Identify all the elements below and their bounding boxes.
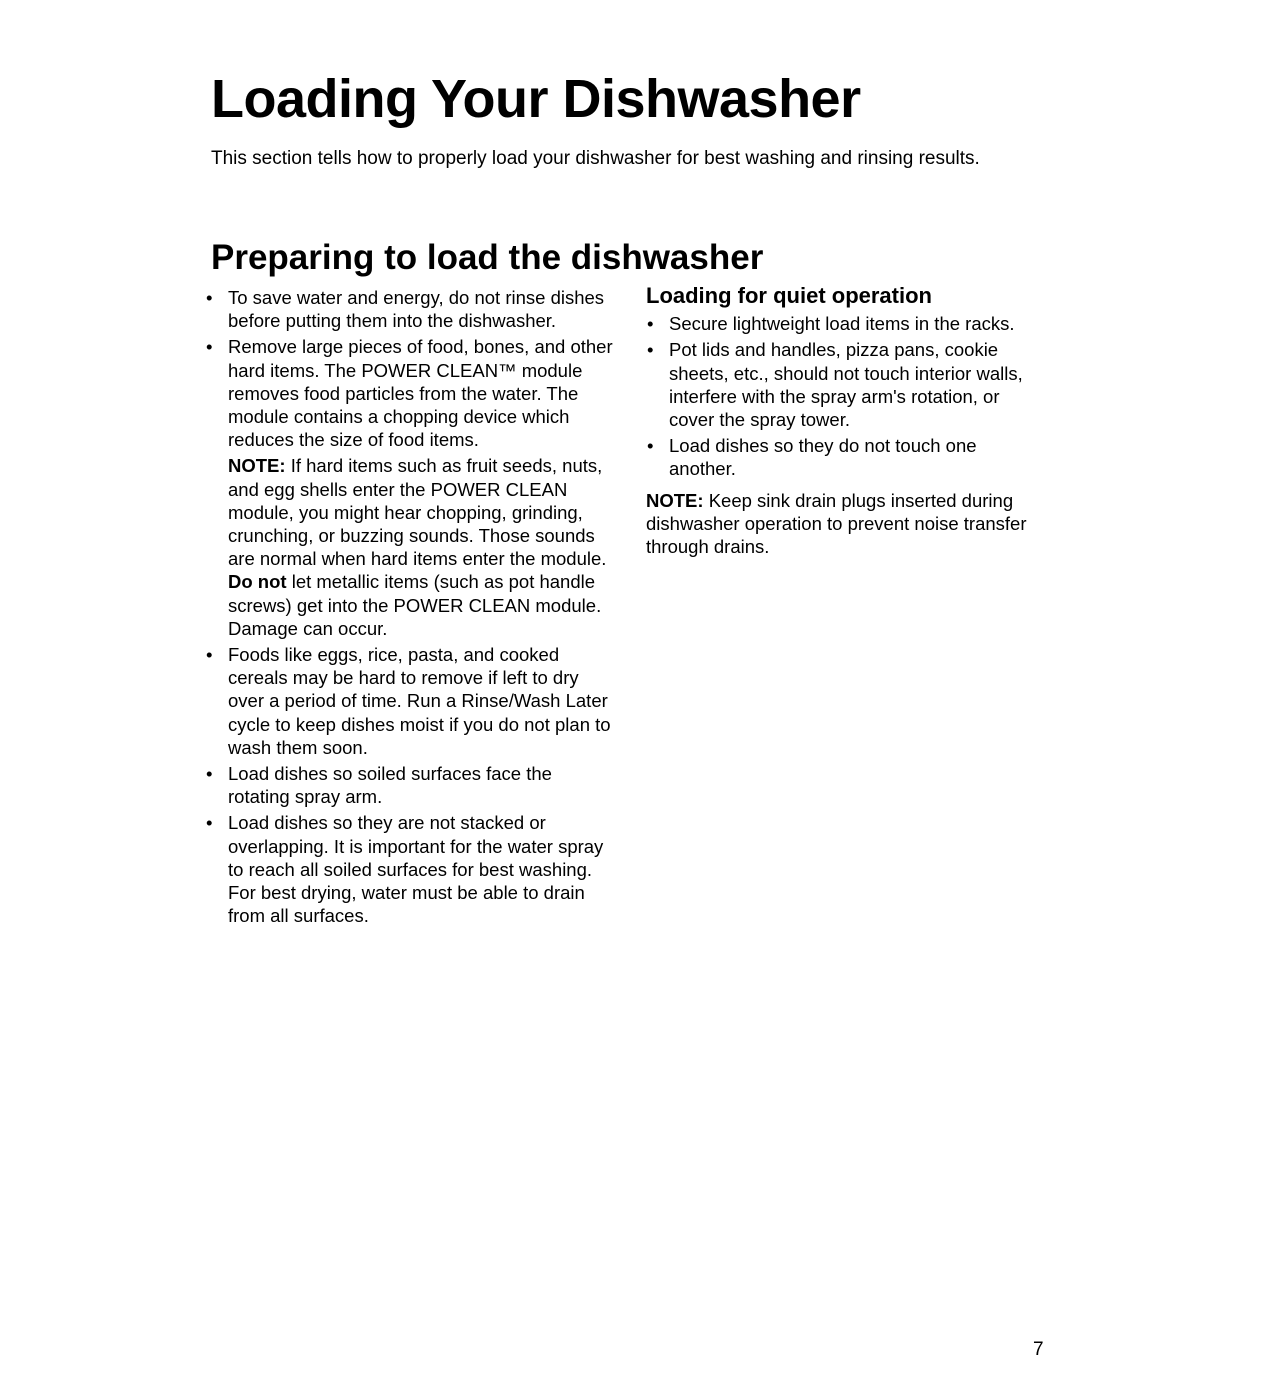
quiet-operation-heading: Loading for quiet operation — [646, 283, 932, 308]
note-emphasis: Do not — [228, 571, 287, 593]
list-item — [646, 434, 1046, 480]
intro-text: This section tells how to properly load your dishwasher for best washing and rinsing results. — [211, 148, 980, 169]
power-clean-note — [228, 454, 617, 640]
note-label: NOTE: — [228, 455, 286, 477]
bullet-icon: • — [206, 763, 213, 785]
list-item — [205, 811, 617, 927]
preparing-list — [205, 286, 617, 451]
list-item-text: Pot lids and handles, pizza pans, cookie sheets, etc., should not touch interior walls, interfere with the spray arm's rotation, or cover the spray tower. — [669, 339, 1023, 431]
list-item — [205, 762, 617, 808]
quiet-operation-list — [646, 312, 1046, 480]
bullet-icon: • — [206, 644, 213, 666]
left-column — [205, 286, 617, 930]
bullet-icon: • — [647, 313, 654, 335]
bullet-icon: • — [206, 812, 213, 834]
bullet-icon: • — [206, 287, 213, 308]
note-text: Keep sink drain plugs inserted during dishwasher operation to prevent noise transfer through drains. — [646, 489, 1027, 558]
list-item — [646, 338, 1046, 431]
preparing-list-continued — [205, 643, 617, 927]
bullet-icon: • — [206, 336, 213, 358]
list-item-text: Load dishes so they are not stacked or overlapping. It is important for the water spray to reach all soiled surfaces for best washing. For best drying, water must be able to drain from all surfaces. — [228, 812, 604, 927]
list-item-text: Foods like eggs, rice, pasta, and cooked cereals may be hard to remove if left to dry over a period of time. Run a Rinse/Wash Later cycle to keep dishes moist if you do not plan to wash them soon. — [228, 644, 611, 758]
list-item-text: Remove large pieces of food, bones, and other hard items. The POWER CLEAN™ module removes food particles from the water. The module contains a chopping device which reduces the size of food items. — [228, 336, 613, 451]
page-number: 7 — [1033, 1339, 1044, 1360]
note-text: let metallic items (such as pot handle screws) get into the POWER CLEAN module. Damage can occur. — [228, 571, 602, 639]
bullet-icon: • — [647, 435, 654, 457]
drain-plug-note — [646, 489, 1046, 559]
note-label: NOTE: — [646, 489, 704, 511]
right-column — [646, 284, 1046, 558]
list-item-text: Load dishes so soiled surfaces face the rotating spray arm. — [228, 763, 552, 808]
list-item — [205, 335, 617, 451]
section-heading: Preparing to load the dishwasher — [211, 238, 764, 277]
list-item — [205, 286, 617, 332]
list-item — [205, 643, 617, 759]
bullet-icon: • — [647, 339, 654, 361]
note-text: If hard items such as fruit seeds, nuts, and egg shells enter the POWER CLEAN module, you might hear chopping, grinding, crunching, or buzzing sounds. Those sounds are normal when hard items enter the module. — [228, 455, 607, 570]
list-item — [646, 312, 1046, 335]
list-item-text: Secure lightweight load items in the racks. — [669, 313, 1015, 335]
list-item-text: Load dishes so they do not touch one another. — [669, 435, 977, 480]
page-title: Loading Your Dishwasher — [211, 69, 861, 129]
list-item-text: To save water and energy, do not rinse dishes before putting them into the dishwasher. — [228, 287, 605, 332]
